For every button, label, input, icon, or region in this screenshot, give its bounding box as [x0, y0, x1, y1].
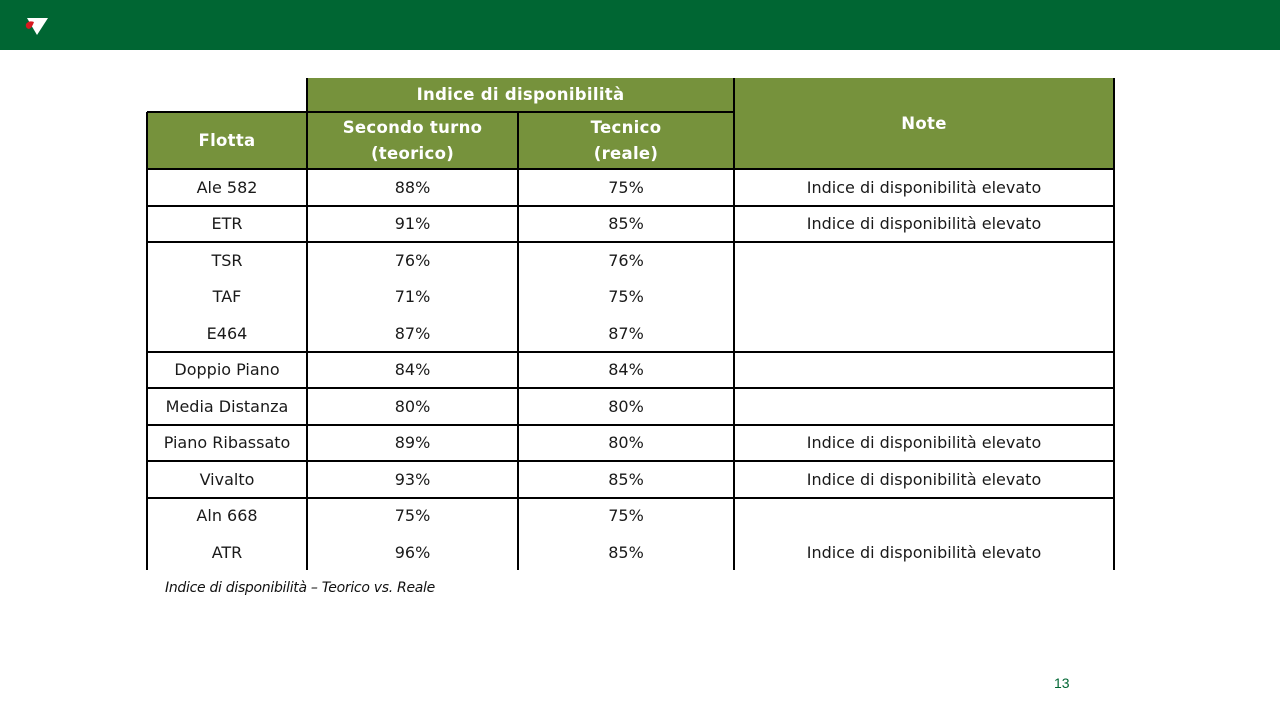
table-cell-note	[734, 352, 1114, 389]
column-divider	[306, 78, 308, 570]
table-cell-technical: 84%	[608, 360, 644, 380]
row-divider	[147, 351, 1114, 353]
table-cell-second-shift: 96%	[394, 542, 431, 562]
table-cell-technical: 80%	[608, 396, 644, 416]
table-cell-fleet: Piano Ribassato	[163, 433, 291, 453]
table-cell-note	[734, 498, 1114, 535]
column-header-fleet: Flotta	[147, 112, 307, 169]
table-cell-second-shift: 93%	[394, 469, 431, 489]
header-bar	[0, 0, 1280, 50]
table-cell-fleet: Ale 582	[196, 177, 258, 197]
table-cell-fleet: E464	[206, 323, 248, 343]
trenitalia-logo-icon	[24, 14, 50, 36]
table-cell-note: Indice di disponibilità elevato	[806, 542, 1042, 562]
table-cell-second-shift: 88%	[394, 177, 431, 197]
page-number: 13	[1054, 675, 1070, 691]
table-cell-second-shift: 80%	[394, 396, 431, 416]
group-header-availability: Indice di disponibilità	[307, 78, 734, 112]
table-cell-fleet: Media Distanza	[165, 396, 289, 416]
column-header-technical: Tecnico (reale)	[518, 112, 734, 169]
table-caption: Indice di disponibilità – Teorico vs. Reale	[165, 580, 435, 596]
table-cell-second-shift: 91%	[394, 214, 431, 234]
table-cell-second-shift: 89%	[394, 433, 431, 453]
table-cell-note: Indice di disponibilità elevato	[806, 469, 1042, 489]
table-cell-second-shift: 87%	[394, 323, 431, 343]
table-cell-second-shift: 76%	[394, 250, 431, 270]
column-header-notes: Note	[734, 78, 1114, 169]
table-cell-second-shift: 75%	[394, 506, 431, 526]
table-cell-technical: 85%	[608, 542, 644, 562]
row-divider	[147, 387, 1114, 389]
table-cell-fleet: ATR	[211, 542, 243, 562]
table-cell-technical: 85%	[608, 469, 644, 489]
table-cell-fleet: TAF	[212, 287, 242, 307]
table-cell-note: Indice di disponibilità elevato	[806, 177, 1042, 197]
table-cell-second-shift: 71%	[394, 287, 431, 307]
table-cell-second-shift: 84%	[394, 360, 431, 380]
row-divider	[147, 424, 1114, 426]
table-cell-note	[734, 388, 1114, 425]
table-cell-note: Indice di disponibilità elevato	[806, 433, 1042, 453]
column-header-second-shift: Secondo turno (teorico)	[307, 112, 518, 169]
availability-table	[147, 78, 1115, 570]
table-cell-fleet: Vivalto	[199, 469, 255, 489]
row-divider	[147, 460, 1114, 462]
row-divider	[147, 241, 1114, 243]
table-cell-note	[734, 279, 1114, 316]
column-divider	[517, 112, 519, 570]
table-cell-technical: 87%	[608, 323, 644, 343]
column-divider	[733, 78, 735, 570]
header-divider	[307, 111, 734, 113]
row-divider	[147, 497, 1114, 499]
header-divider	[147, 111, 307, 113]
table-cell-technical: 75%	[608, 287, 644, 307]
table-cell-note	[734, 315, 1114, 352]
table-cell-fleet: Aln 668	[196, 506, 258, 526]
table-cell-note: Indice di disponibilità elevato	[806, 214, 1042, 234]
table-cell-note	[734, 242, 1114, 279]
table-cell-technical: 75%	[608, 506, 644, 526]
table-cell-technical: 76%	[608, 250, 644, 270]
row-divider	[147, 168, 1114, 170]
table-cell-technical: 85%	[608, 214, 644, 234]
table-cell-technical: 75%	[608, 177, 644, 197]
table-cell-fleet: Doppio Piano	[174, 360, 280, 380]
column-divider	[1113, 78, 1115, 570]
column-divider	[146, 112, 148, 570]
table-cell-technical: 80%	[608, 433, 644, 453]
table-cell-fleet: TSR	[211, 250, 243, 270]
table-cell-fleet: ETR	[211, 214, 243, 234]
row-divider	[147, 205, 1114, 207]
